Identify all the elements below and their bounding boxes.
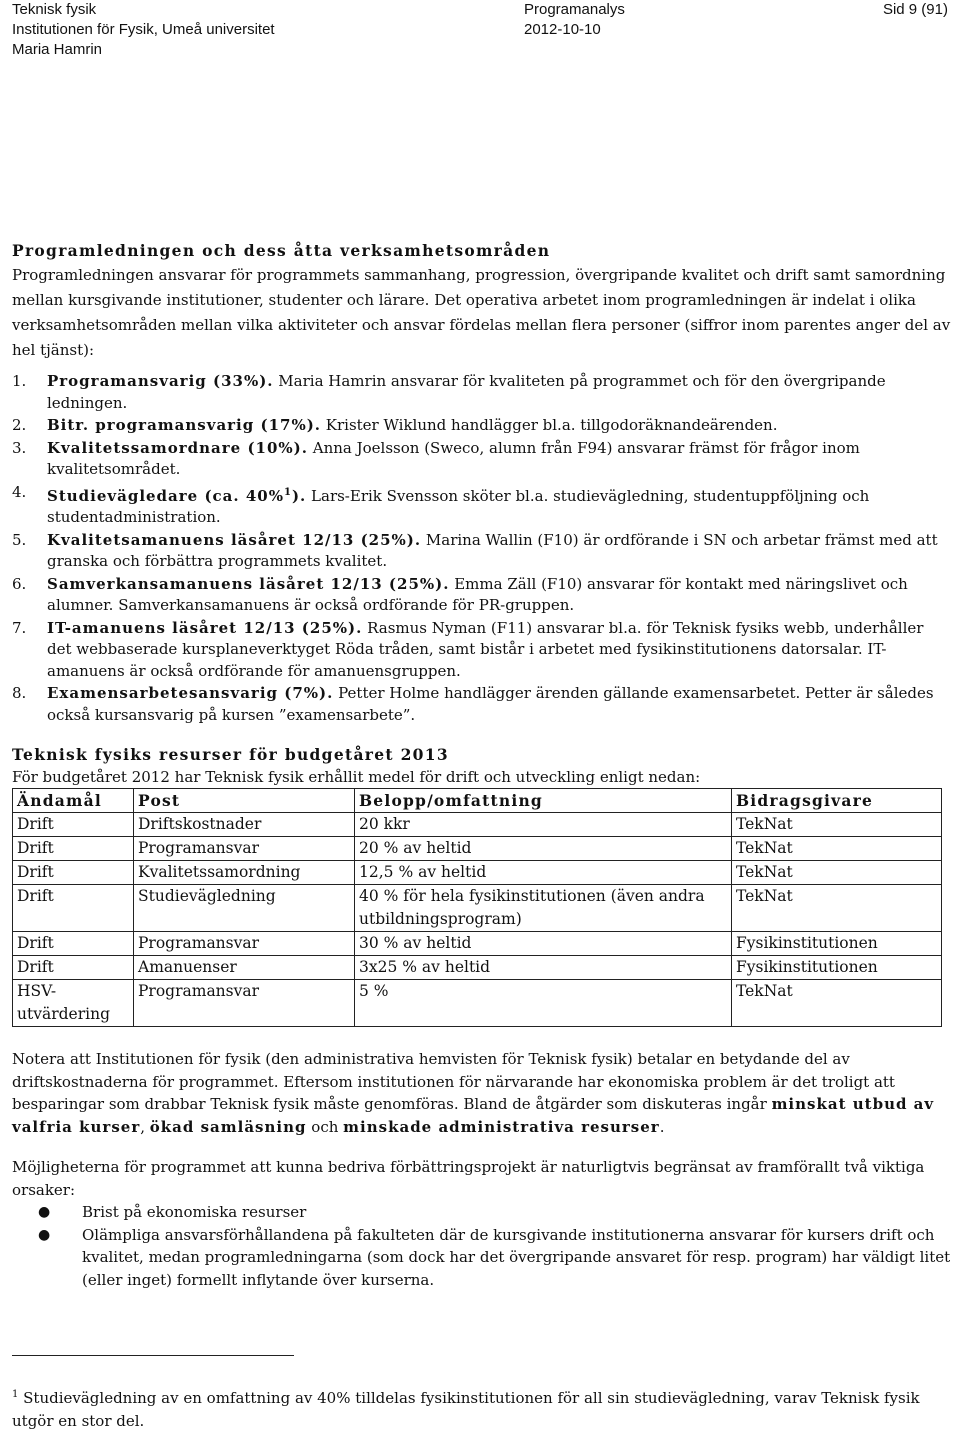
budget-table-body <box>13 813 942 1027</box>
table-row <box>13 813 942 837</box>
list-item-number: 5. <box>12 530 27 549</box>
table-cell: Drift <box>13 813 134 837</box>
list-item <box>12 530 952 573</box>
list-item <box>12 683 952 726</box>
list-item-title <box>47 619 362 637</box>
note-bold-admin: minskade administrativa resurser <box>343 1117 660 1136</box>
header-institution: Institutionen för Fysik, Umeå universitet <box>12 21 275 38</box>
table-cell: 20 % av heltid <box>355 837 732 861</box>
list-item-title-end: ). <box>291 486 307 505</box>
note-paragraph <box>12 1048 952 1138</box>
note-separator: och <box>306 1117 344 1136</box>
note-separator: , <box>140 1117 150 1136</box>
header-cell-post: Post <box>134 789 355 813</box>
footnote-marker: 1 <box>12 1389 19 1400</box>
table-cell: 40 % för hela fysikinstitutionen (även andra utbildningsprogram) <box>355 885 732 932</box>
list-item-title <box>47 416 321 434</box>
list-item-number: 7. <box>12 618 27 637</box>
table-row <box>13 837 942 861</box>
table-row <box>13 980 942 1027</box>
footnote <box>12 1383 952 1433</box>
list-item-title-text: Samverkansamanuens läsåret 12/13 (25%). <box>47 574 450 593</box>
list-item-title <box>47 684 333 702</box>
table-cell: Fysikinstitutionen <box>732 956 942 980</box>
table-cell: TekNat <box>732 837 942 861</box>
list-item-title-text: Examensarbetesansvarig (7%). <box>47 684 334 702</box>
list-item <box>12 371 952 414</box>
table-cell: TekNat <box>732 861 942 885</box>
table-cell: Programansvar <box>134 837 355 861</box>
list-item <box>12 574 952 617</box>
table-cell: Drift <box>13 861 134 885</box>
table-cell: Kvalitetssamordning <box>134 861 355 885</box>
footnote-text: Studievägledning av en omfattning av 40% tilldelas fysikinstitutionen för all sin studievägledning, varav Teknisk fysik utgör en stor del. <box>12 1389 920 1430</box>
header-cell-amount: Belopp/omfattning <box>355 789 732 813</box>
list-item-title <box>47 372 274 390</box>
possibilities-paragraph: Möjligheterna för programmet att kunna bedriva förbättringsprojekt är naturligtvis begränsat av framförallt två viktiga orsaker: <box>12 1158 925 1199</box>
list-item-text: Petter Holme handlägger ärenden gällande examensarbetet. Petter är således också kursansvarig på kursen ”examensarbete”. <box>47 684 934 724</box>
table-cell: Programansvar <box>134 980 355 1027</box>
list-item-text: Emma Zäll (F10) ansvarar för kontakt med näringslivet och alumner. Samverkansamanuens är också ordförande för PR-gruppen. <box>47 574 908 614</box>
note-bold-fewer-courses: minskat utbud av valfria kurser <box>12 1095 935 1136</box>
header-cell-purpose: Ändamål <box>13 789 134 813</box>
list-item-title-text: Kvalitetssamordnare (10%). <box>47 438 308 457</box>
table-cell: Amanuenser <box>134 956 355 980</box>
list-item-text: Lars-Erik Svensson sköter bl.a. studievägledning, studentuppföljning och studentadministration. <box>47 486 870 526</box>
list-item-title-text: Studievägledare (ca. 40% <box>47 486 284 505</box>
header-left <box>12 0 275 60</box>
list-item <box>12 1201 952 1224</box>
table-cell: Driftskostnader <box>134 813 355 837</box>
header-cell-funder: Bidragsgivare <box>732 789 942 813</box>
table-cell: 3x25 % av heltid <box>355 956 732 980</box>
bullet-icon: ● <box>38 1204 51 1220</box>
list-item-title <box>47 575 449 593</box>
list-item-number: 2. <box>12 416 27 434</box>
note-end: . <box>659 1117 665 1136</box>
budget-table <box>12 788 942 1027</box>
list-item <box>12 438 952 481</box>
table-row <box>13 861 942 885</box>
list-item-text: Maria Hamrin ansvarar för kvaliteten på programmet och för den övergripande ledningen. <box>47 372 886 412</box>
header-author: Maria Hamrin <box>12 41 103 58</box>
list-item-number: 4. <box>12 482 27 501</box>
table-header-row <box>13 789 942 813</box>
list-item-number: 6. <box>12 574 27 593</box>
bullet-icon: ● <box>38 1226 51 1243</box>
list-item-text: Anna Joelsson (Sweco, alumn från F94) ansvarar främst för frågor inom kvalitetsområdet. <box>47 438 860 478</box>
note-text: Notera att Institutionen för fysik (den administrativa hemvisten för Teknisk fysik) betalar en betydande del av driftskostnaderna för programmet. Eftersom institutionen för närvarande har ekonomiska problem är det troligt att besparingar som drabbar Teknisk fysik måste genomföras. Bland de åtgärder som diskuteras ingår <box>12 1050 895 1113</box>
table-cell: 5 % <box>355 980 732 1027</box>
areas-list <box>12 371 952 726</box>
table-row <box>13 956 942 980</box>
bullet-text: Olämpliga ansvarsförhållandena på fakulteten där de kursgivande institutionerna ansvarar för kursers drift och kvalitet, medan programledningarna (som dock har det övergripande ansvaret för resp. program) har väldigt litet (eller inget) formellt inflytande över kurserna. <box>82 1225 951 1289</box>
section-title-programledningen: Programledningen och dess åtta verksamhetsområden <box>12 241 551 260</box>
list-item <box>12 482 952 529</box>
list-item-title-text: Programansvarig (33%). <box>47 372 274 390</box>
table-cell: 12,5 % av heltid <box>355 861 732 885</box>
table-cell: HSV-utvärdering <box>13 980 134 1027</box>
footnote-divider <box>12 1355 294 1356</box>
list-item-title <box>47 439 308 457</box>
table-row <box>13 885 942 932</box>
document-body <box>12 238 952 1291</box>
footnote-ref: 1 <box>283 486 292 498</box>
list-item-title-text: IT-amanuens läsåret 12/13 (25%). <box>47 618 363 637</box>
header-date: 2012-10-10 <box>524 21 601 38</box>
list-item <box>12 415 952 437</box>
list-item <box>12 618 952 683</box>
header-doc-title: Programanalys <box>524 1 625 18</box>
table-cell: Drift <box>13 885 134 932</box>
list-item-text: Rasmus Nyman (F11) ansvarar bl.a. för Teknisk fysiks webb, underhåller det webbaserade kursplaneverktyget Röda tråden, samt bistår i arbetet med fysikinstitutionens datorsalar. IT-amanuens är också ordförande för amanuensgruppen. <box>47 618 924 680</box>
list-item-title <box>47 487 306 505</box>
reasons-list <box>12 1201 952 1291</box>
section-title-resources: Teknisk fysiks resurser för budgetåret 2013 <box>12 745 449 764</box>
resources-intro: För budgetåret 2012 har Teknisk fysik erhållit medel för drift och utveckling enligt nedan: <box>12 768 701 786</box>
page-header <box>0 0 960 62</box>
table-cell: TekNat <box>732 980 942 1027</box>
table-cell: TekNat <box>732 813 942 837</box>
list-item-text: Krister Wiklund handlägger bl.a. tillgodoräknandeärenden. <box>321 416 778 434</box>
list-item-title-text: Kvalitetsamanuens läsåret 12/13 (25%). <box>47 530 422 549</box>
list-item-number: 3. <box>12 438 27 457</box>
header-program: Teknisk fysik <box>12 1 97 18</box>
note-bold-co-reading: ökad samläsning <box>149 1117 307 1136</box>
table-cell: Studievägledning <box>134 885 355 932</box>
list-item-title-text: Bitr. programansvarig (17%). <box>47 416 322 434</box>
table-cell: Drift <box>13 837 134 861</box>
list-item-number: 8. <box>12 684 27 702</box>
list-item <box>12 1224 952 1292</box>
list-item-title <box>47 531 421 549</box>
header-center <box>524 0 625 40</box>
table-cell: 30 % av heltid <box>355 932 732 956</box>
list-item-number: 1. <box>12 372 27 390</box>
table-row <box>13 932 942 956</box>
table-cell: 20 kkr <box>355 813 732 837</box>
header-page-number: Sid 9 (91) <box>882 1 948 18</box>
table-cell: Drift <box>13 956 134 980</box>
table-cell: TekNat <box>732 885 942 932</box>
list-item-text: Marina Wallin (F10) är ordförande i SN och arbetar främst med att granska och förbättra programmets kvalitet. <box>47 530 938 570</box>
table-cell: Programansvar <box>134 932 355 956</box>
table-cell: Fysikinstitutionen <box>732 932 942 956</box>
bullet-text: Brist på ekonomiska resurser <box>82 1203 307 1221</box>
table-cell: Drift <box>13 932 134 956</box>
section-intro: Programledningen ansvarar för programmets sammanhang, progression, övergripande kvalitet och drift samt samordning mellan kursgivande institutioner, studenter och lärare. Det operativa arbetet inom programledningen är indelat i olika verksamhetsområden mellan vilka aktiviteter och ansvar fördelas mellan flera personer (siffror inom parentes anger del av hel tjänst): <box>12 266 951 359</box>
